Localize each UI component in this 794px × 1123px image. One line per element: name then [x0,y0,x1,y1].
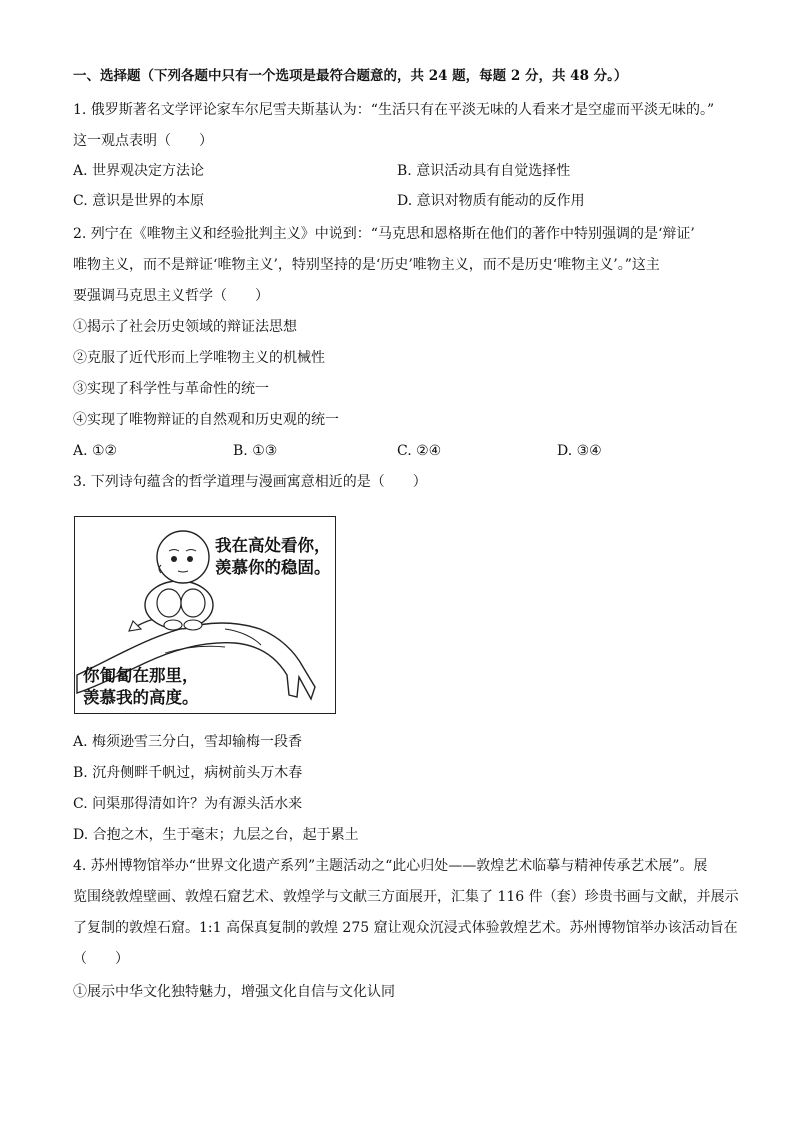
twig-tip [129,621,141,631]
q4-stem-line2: 览围绕敦煌壁画、敦煌石窟艺术、敦煌学与文献三方面展开，汇集了 116 件（套）珍贵书画与文献，并展示 [73,889,739,905]
baby-head [157,531,209,583]
q2-statement-3: ③实现了科学性与革命性的统一 [73,381,269,397]
q4-statement-1: ①展示中华文化独特魅力，增强文化自信与文化认同 [73,984,395,1000]
q3-option-d[interactable]: D. 合抱之木，生于毫末；九层之台，起于累土 [73,827,359,843]
q3-stem: 3. 下列诗句蕴含的哲学道理与漫画寓意相近的是（ ） [73,474,427,490]
baby-foot-left [164,620,182,630]
cartoon-bottom-caption-2: 羡慕我的高度。 [83,688,199,707]
q3-option-a[interactable]: A. 梅须逊雪三分白，雪却输梅一段香 [73,734,303,750]
baby-knee-left [157,589,181,617]
q1-option-c[interactable]: C. 意识是世界的本原 [73,193,205,209]
q2-stem-line1: 2. 列宁在《唯物主义和经验批判主义》中说到：“马克思和恩格斯在他们的著作中特别强调的是‘辩证’ [73,226,695,242]
baby-eye-right [187,556,193,562]
q4-stem-line4: （ ） [73,951,129,967]
baby-eye-left [171,556,177,562]
cartoon-top-caption-2: 羡慕你的稳固。 [215,558,331,577]
q2-option-c[interactable]: C. ②④ [397,443,442,459]
cartoon-bottom-caption-1: 你匍匐在那里， [83,666,199,685]
q2-stem-line2: 唯物主义，而不是辩证‘唯物主义’，特别坚持的是‘历史’唯物主义，而不是历史‘唯物主义’。”这主 [73,257,660,273]
baby-foot-right [184,620,202,630]
q4-stem-line3: 了复制的敦煌石窟。1:1 高保真复制的敦煌 275 窟让观众沉浸式体验敦煌艺术。苏州博物馆举办该活动旨在 [73,920,738,936]
q1-stem-line2: 这一观点表明（ ） [73,133,213,149]
baby-knee-right [181,589,205,617]
q1-stem-line1: 1. 俄罗斯著名文学评论家车尔尼雪夫斯基认为：“生活只有在平淡无味的人看来才是空虚而平淡无味的。” [73,102,715,118]
section-title: 一、选择题（下列各题中只有一个选项是最符合题意的，共 24 题，每题 2 分，共 48 分。） [73,68,628,84]
q4-stem-line1: 4. 苏州博物馆举办“世界文化遗产系列”主题活动之“此心归处——敦煌艺术临摹与精神传承艺术展”。展 [73,858,708,874]
q2-stem-line3: 要强调马克思主义哲学（ ） [73,288,269,304]
q1-option-a[interactable]: A. 世界观决定方法论 [73,163,205,179]
q2-statement-2: ②克服了近代形而上学唯物主义的机械性 [73,350,325,366]
q2-option-a[interactable]: A. ①② [73,443,118,459]
q2-option-d[interactable]: D. ③④ [557,443,602,459]
q1-option-b[interactable]: B. 意识活动具有自觉选择性 [397,163,571,179]
q2-statement-1: ①揭示了社会历史领域的辩证法思想 [73,319,297,335]
q3-option-b[interactable]: B. 沉舟侧畔千帆过，病树前头万木春 [73,765,303,781]
q3-cartoon [74,516,336,714]
q2-option-b[interactable]: B. ①③ [233,443,278,459]
q2-statement-4: ④实现了唯物辩证的自然观和历史观的统一 [73,412,339,428]
q3-option-c[interactable]: C. 问渠那得清如许？为有源头活水来 [73,796,303,812]
cartoon-top-caption-1: 我在高处看你， [215,536,331,555]
q1-option-d[interactable]: D. 意识对物质有能动的反作用 [397,193,585,209]
